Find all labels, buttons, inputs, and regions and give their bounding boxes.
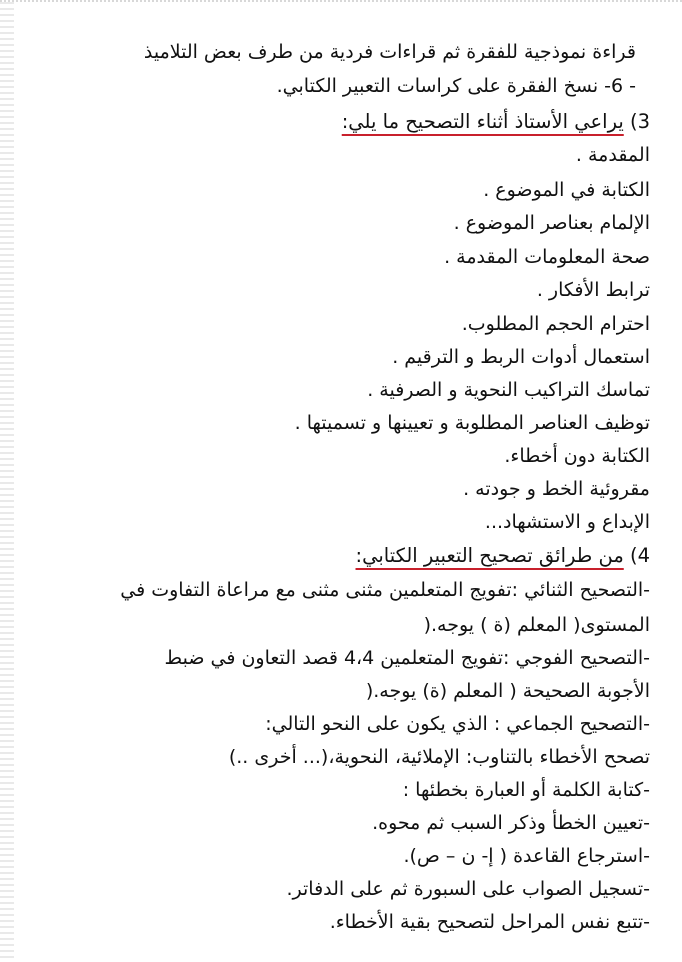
text-line: - 6- نسخ الفقرة على كراسات التعبير الكتابي. bbox=[276, 75, 636, 97]
method-step: -تتبع نفس المراحل لتصحيح بقية الأخطاء. bbox=[329, 911, 650, 933]
page-edge-dotted bbox=[0, 2, 14, 962]
method-line: تصحح الأخطاء بالتناوب: الإملائية، النحوية،(... أخرى ..) bbox=[228, 746, 650, 768]
method-line: -التصحيح الثنائي :تفويج المتعلمين مثنى مثنى مع مراعاة التفاوت في bbox=[120, 579, 650, 601]
text-line: قراءة نموذجية للفقرة ثم قراءات فردية من طرف بعض التلاميذ bbox=[143, 41, 636, 63]
criteria-item: الكتابة دون أخطاء. bbox=[504, 445, 650, 467]
criteria-item: تماسك التراكيب النحوية و الصرفية . bbox=[367, 379, 650, 401]
method-line: -التصحيح الفوجي :تفويج المتعلمين 4،4 قصد التعاون في ضبط bbox=[164, 647, 650, 669]
criteria-item: صحة المعلومات المقدمة . bbox=[444, 246, 650, 268]
criteria-item: استعمال أدوات الربط و الترقيم . bbox=[392, 346, 650, 368]
method-step: -كتابة الكلمة أو العبارة بخطئها : bbox=[402, 779, 650, 801]
criteria-item: ترابط الأفكار . bbox=[536, 279, 650, 301]
method-line: -التصحيح الجماعي : الذي يكون على النحو التالي: bbox=[265, 713, 650, 735]
method-step: -تسجيل الصواب على السبورة ثم على الدفاتر. bbox=[286, 878, 650, 900]
criteria-item: احترام الحجم المطلوب. bbox=[461, 313, 650, 335]
section-number: 3) bbox=[629, 110, 650, 133]
criteria-item: المقدمة . bbox=[575, 144, 650, 166]
section-title: يراعي الأستاذ أثناء التصحيح ما يلي: bbox=[341, 110, 624, 133]
method-line: الأجوبة الصحيحة ( المعلم (ة) يوجه.( bbox=[365, 680, 650, 702]
method-line: المستوى( المعلم (ة ) يوجه.( bbox=[423, 614, 650, 636]
section-number: 4) bbox=[629, 544, 650, 567]
section-title: من طرائق تصحيح التعبير الكتابي: bbox=[355, 544, 624, 567]
criteria-item: الإبداع و الاستشهاد... bbox=[484, 511, 650, 533]
method-step: -تعيين الخطأ وذكر السبب ثم محوه. bbox=[372, 812, 650, 834]
section-heading-4 bbox=[356, 542, 650, 570]
criteria-item: الإلمام بعناصر الموضوع . bbox=[453, 212, 650, 234]
method-step: -استرجاع القاعدة ( إ- ن – ص). bbox=[403, 845, 650, 867]
criteria-item: مقروئية الخط و جودته . bbox=[463, 478, 650, 500]
section-heading-3 bbox=[342, 108, 650, 136]
criteria-item: الكتابة في الموضوع . bbox=[483, 179, 650, 201]
criteria-item: توظيف العناصر المطلوبة و تعيينها و تسميتها . bbox=[294, 412, 650, 434]
